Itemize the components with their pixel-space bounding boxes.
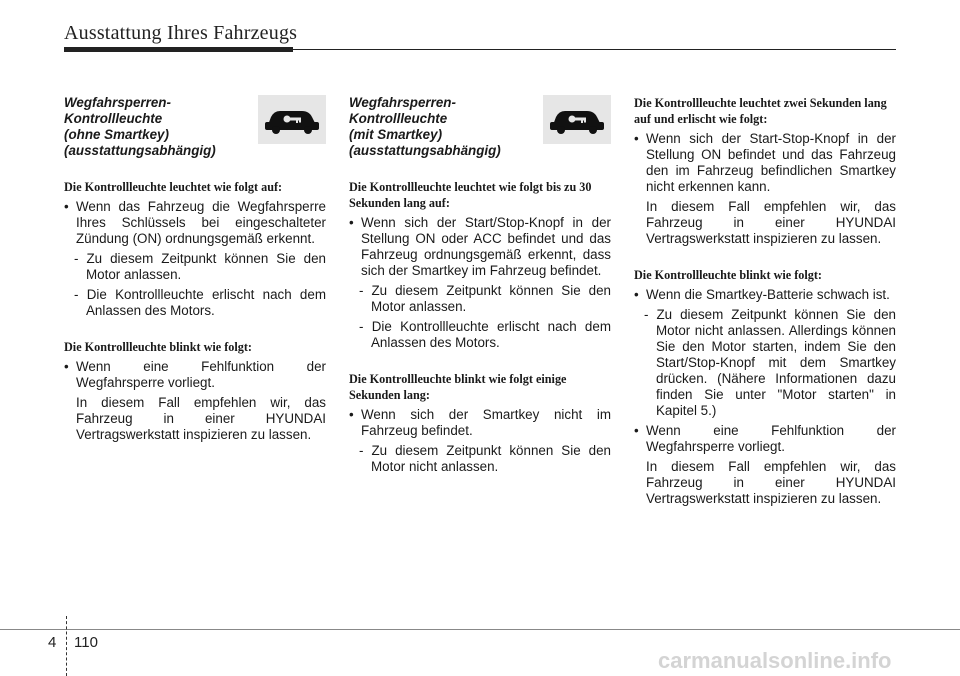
page-number: 110	[74, 634, 98, 651]
bullet-item: • Wenn das Fahrzeug die Wegfahrsperre Ihres Schlüssels bei eingeschalteter Zündung (ON) ordnungsgemäß erkennt.	[64, 199, 326, 247]
section-title-line: Wegfahrsperren-	[349, 95, 456, 110]
section-title-line: (mit Smartkey)	[349, 127, 443, 142]
section-title-line: (ausstattungsabhängig)	[349, 143, 501, 158]
subheading: Die Kontrollleuchte leuchtet wie folgt auf:	[64, 180, 283, 194]
bullet-item: • Wenn sich der Smartkey nicht im Fahrzeug befindet.	[349, 407, 611, 439]
header-rule	[64, 47, 293, 52]
dash-item: - Zu diesem Zeitpunkt können Sie den Motor anlassen.	[359, 283, 611, 314]
paragraph: In diesem Fall empfehlen wir, das Fahrzeug in einer HYUNDAI Vertragswerkstatt inspizieren zu lassen.	[646, 199, 896, 246]
bullet-item: • Wenn sich der Start-Stop-Knopf in der Stellung ON befindet und das Fahrzeug den im Fahrzeug befindlichen Smartkey nicht erkennen kann.	[634, 131, 896, 195]
bullet-item: • Wenn eine Fehlfunktion der Wegfahrsperre vorliegt.	[64, 359, 326, 391]
section-title	[64, 95, 249, 159]
car-key-warning-icon	[258, 95, 326, 144]
bullet-item: • Wenn sich der Start/Stop-Knopf in der Stellung ON oder ACC befindet und das Fahrzeug ordnungsgemäß erkennt, dass sich der Smartkey im Fahrzeug befindet.	[349, 215, 611, 279]
footer-divider	[66, 616, 67, 676]
dash-item: - Zu diesem Zeitpunkt können Sie den Motor anlassen.	[74, 251, 326, 282]
column-immobilizer-smartkey	[349, 95, 611, 475]
subheading: Die Kontrollleuchte blinkt wie folgt:	[634, 268, 822, 282]
dash-item: - Die Kontrollleuchte erlischt nach dem Anlassen des Motors.	[359, 319, 611, 350]
paragraph: In diesem Fall empfehlen wir, das Fahrzeug in einer HYUNDAI Vertragswerkstatt inspizieren zu lassen.	[76, 395, 326, 442]
section-title-line: Wegfahrsperren-	[64, 95, 171, 110]
subheading: Die Kontrollleuchte blinkt wie folgt einige Sekunden lang:	[349, 372, 567, 402]
section-title-line: (ohne Smartkey)	[64, 127, 169, 142]
car-key-warning-icon	[543, 95, 611, 144]
subheading: Die Kontrollleuchte blinkt wie folgt:	[64, 340, 252, 354]
dash-item: - Zu diesem Zeitpunkt können Sie den Motor nicht anlassen. Allerdings können Sie den Motor starten, indem Sie den Start/Stop-Knopf mit dem Smartkey drücken. (Nähere Informationen dazu finden Sie unter "Motor starten" in Kapitel 5.)	[644, 307, 896, 418]
subheading: Die Kontrollleuchte leuchtet zwei Sekunden lang auf und erlischt wie folgt:	[634, 96, 887, 126]
section-title-line: (ausstattungsabhängig)	[64, 143, 216, 158]
paragraph: In diesem Fall empfehlen wir, das Fahrzeug in einer HYUNDAI Vertragswerkstatt inspizieren zu lassen.	[646, 459, 896, 506]
footer-rule	[0, 629, 960, 630]
column-immobilizer-no-smartkey	[64, 95, 326, 443]
bullet-item: • Wenn die Smartkey-Batterie schwach ist.	[634, 287, 896, 303]
header-rule-thin	[293, 49, 896, 50]
section-title-line: Kontrollleuchte	[349, 111, 448, 126]
bullet-item: • Wenn eine Fehlfunktion der Wegfahrsperre vorliegt.	[634, 423, 896, 455]
chapter-number: 4	[48, 634, 57, 651]
dash-item: - Die Kontrollleuchte erlischt nach dem Anlassen des Motors.	[74, 287, 326, 318]
page-header-title: Ausstattung Ihres Fahrzeugs	[64, 22, 298, 44]
section-title	[349, 95, 534, 159]
column-smartkey-details	[634, 95, 896, 507]
dash-item: - Zu diesem Zeitpunkt können Sie den Motor nicht anlassen.	[359, 443, 611, 474]
section-title-line: Kontrollleuchte	[64, 111, 163, 126]
subheading: Die Kontrollleuchte leuchtet wie folgt bis zu 30 Sekunden lang auf:	[349, 180, 592, 210]
watermark: carmanualsonline.info	[658, 648, 892, 673]
